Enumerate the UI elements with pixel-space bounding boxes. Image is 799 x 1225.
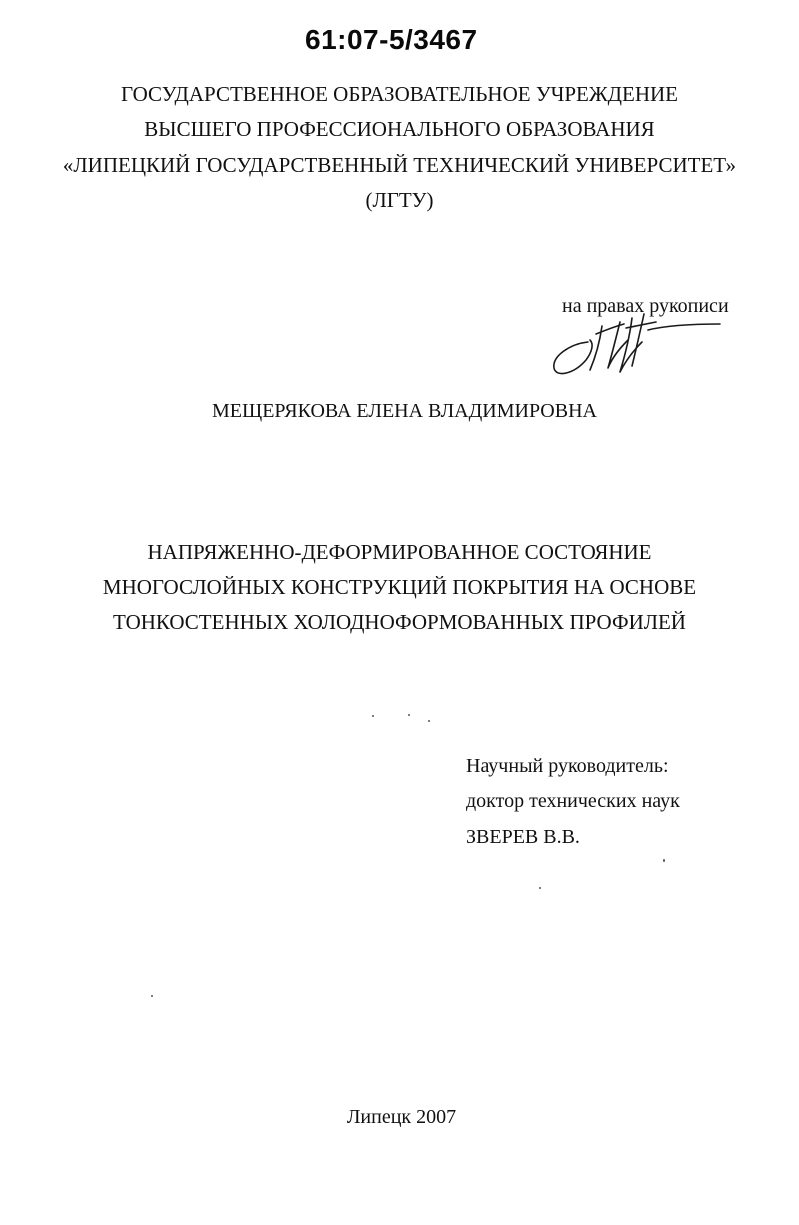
supervisor-degree: доктор технических наук	[466, 790, 680, 812]
supervisor-role: Научный руководитель:	[466, 755, 669, 777]
thesis-title-line-1: НАПРЯЖЕННО-ДЕФОРМИРОВАННОЕ СОСТОЯНИЕ	[147, 540, 652, 564]
scan-speck	[428, 720, 430, 722]
handwritten-signature	[540, 304, 730, 384]
institution-abbreviation: (ЛГТУ)	[365, 188, 434, 212]
scan-speck	[539, 887, 541, 889]
thesis-title-line-3: ТОНКОСТЕННЫХ ХОЛОДНОФОРМОВАННЫХ ПРОФИЛЕЙ	[113, 610, 686, 634]
thesis-title-line-2: МНОГОСЛОЙНЫХ КОНСТРУКЦИЙ ПОКРЫТИЯ НА ОСНОВЕ	[102, 575, 697, 599]
supervisor-name: ЗВЕРЕВ В.В.	[466, 826, 580, 848]
manuscript-rights-label: на правах рукописи	[562, 295, 729, 317]
archive-number: 61:07-5/3467	[305, 24, 478, 55]
institution-line-1: ГОСУДАРСТВЕННОЕ ОБРАЗОВАТЕЛЬНОЕ УЧРЕЖДЕНИЕ	[121, 82, 678, 106]
institution-line-2: ВЫСШЕГО ПРОФЕССИОНАЛЬНОГО ОБРАЗОВАНИЯ	[144, 117, 655, 141]
city-year: Липецк 2007	[346, 1106, 457, 1128]
scan-speck	[372, 715, 374, 717]
institution-line-3: «ЛИПЕЦКИЙ ГОСУДАРСТВЕННЫЙ ТЕХНИЧЕСКИЙ УНИВЕРСИТЕТ»	[62, 153, 737, 177]
author-name: МЕЩЕРЯКОВА ЕЛЕНА ВЛАДИМИРОВНА	[212, 400, 597, 422]
scan-speck	[151, 995, 153, 997]
scan-speck	[663, 859, 665, 862]
scan-speck	[408, 714, 410, 716]
